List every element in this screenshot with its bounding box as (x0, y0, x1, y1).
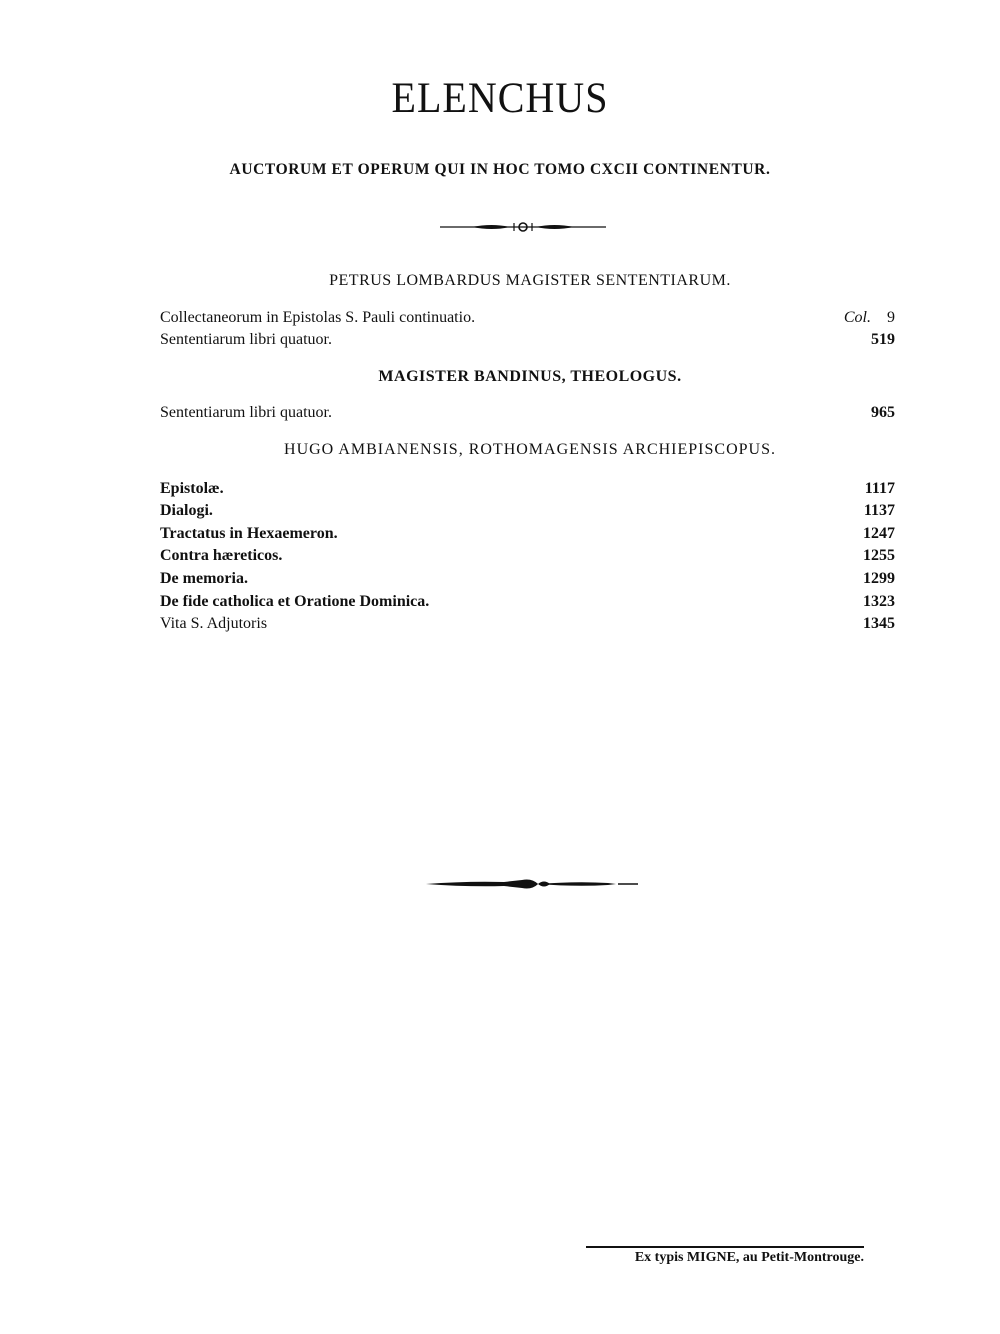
list-item (160, 331, 895, 353)
section-heading-hugo: HUGO AMBIANENSIS, ROTHOMAGENSIS ARCHIEPISCOPUS. (284, 441, 776, 458)
entry-title: De fide catholica et Oratione Dominica. (160, 593, 430, 610)
list-item (160, 547, 895, 569)
entry-column: 1323 (863, 593, 895, 610)
entry-title: Epistolæ. (160, 480, 224, 497)
entry-column: 1345 (863, 615, 895, 632)
section-heading-petrus: PETRUS LOMBARDUS MAGISTER SENTENTIARUM. (329, 272, 731, 289)
printer-imprint: Ex typis MIGNE, au Petit-Montrouge. (586, 1246, 864, 1266)
list-item (160, 309, 895, 331)
entry-column: 519 (871, 331, 895, 348)
entry-title: Sententiarum libri quatuor. (160, 404, 332, 421)
entry-title: Tractatus in Hexaemeron. (160, 525, 338, 542)
entry-column: 1255 (863, 547, 895, 564)
entry-title: De memoria. (160, 570, 248, 587)
entry-title: Collectaneorum in Epistolas S. Pauli continuatio. (160, 309, 476, 326)
entry-column: 1137 (863, 502, 895, 519)
col-label: Col. (843, 309, 871, 326)
list-item (160, 404, 895, 426)
entry-title: Vita S. Adjutoris (160, 615, 268, 632)
ornament-divider-top (440, 221, 606, 233)
entry-title: Dialogi. (160, 502, 213, 519)
list-item (160, 570, 895, 592)
list-item (160, 615, 895, 637)
ornament-divider-bottom (426, 876, 638, 892)
entry-column: 1117 (864, 480, 895, 497)
page-subtitle: AUCTORUM ET OPERUM QUI IN HOC TOMO CXCII CONTINENTUR. (229, 161, 771, 178)
entry-title: Contra hæreticos. (160, 547, 283, 564)
entry-column: 1247 (863, 525, 895, 542)
entry-column: 1299 (863, 570, 895, 587)
entry-column: 965 (871, 404, 895, 421)
list-item (160, 502, 895, 524)
list-item (160, 525, 895, 547)
list-item (160, 593, 895, 615)
section-heading-bandinus: MAGISTER BANDINUS, THEOLOGUS. (378, 368, 682, 385)
entry-column: 9 (887, 309, 895, 326)
entry-title: Sententiarum libri quatuor. (160, 331, 332, 348)
list-item (160, 480, 895, 502)
page-title: ELENCHUS (391, 73, 609, 122)
